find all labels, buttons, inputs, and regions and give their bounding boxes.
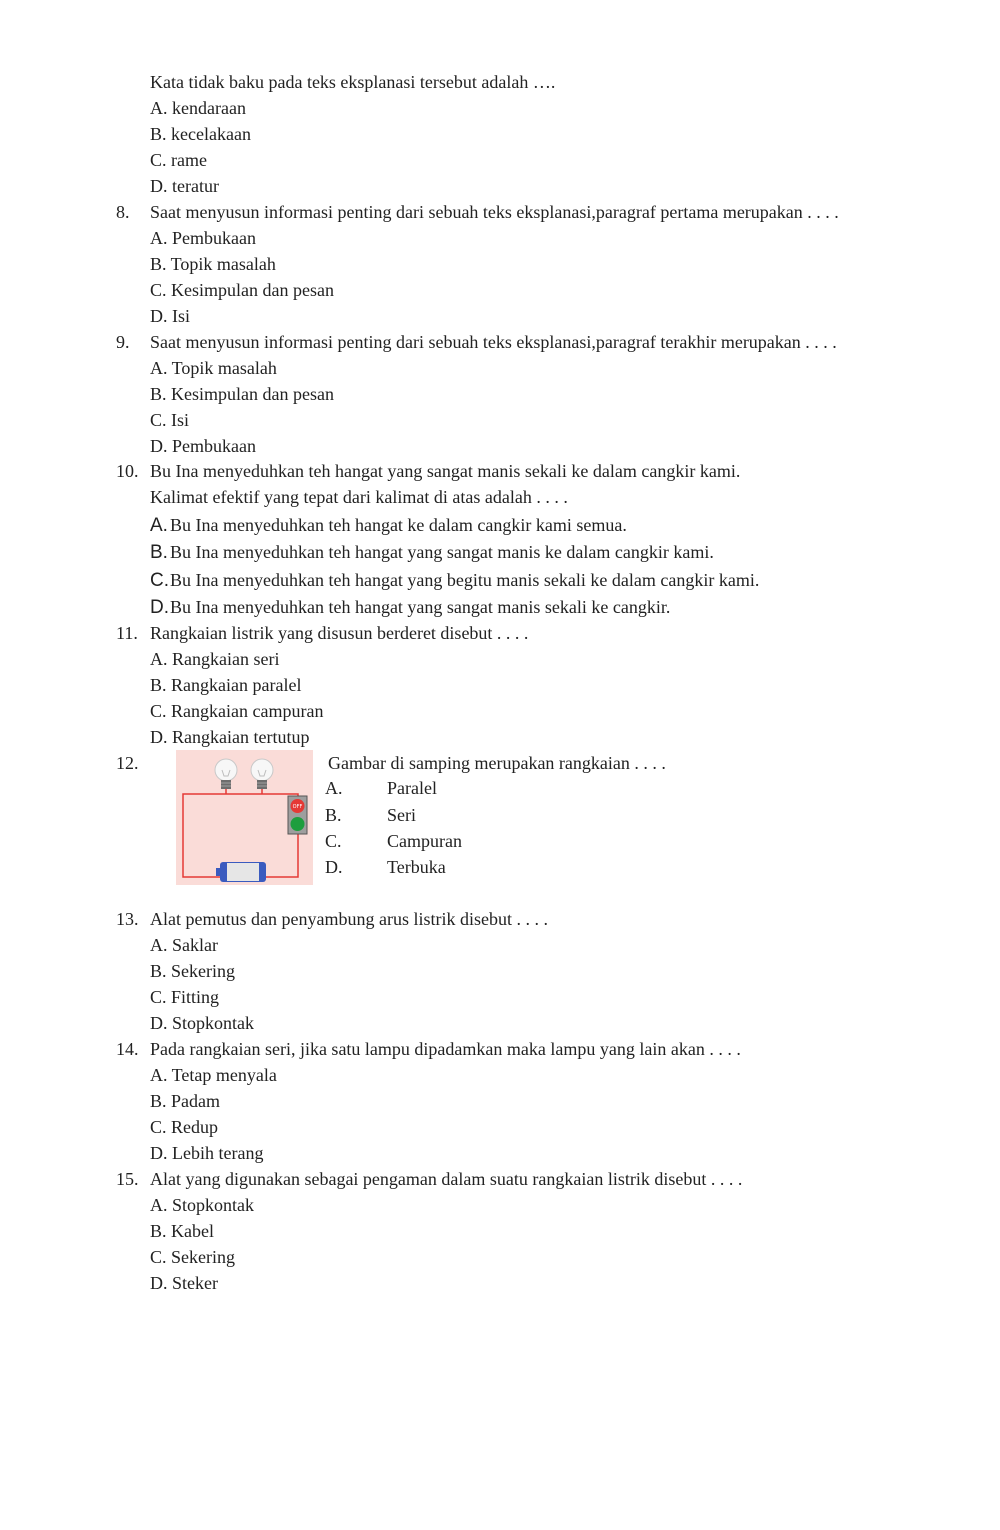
option-text: Seri: [387, 805, 416, 825]
q11-option-b[interactable]: B. Rangkaian paralel: [150, 675, 302, 695]
q14-option-b[interactable]: B. Padam: [150, 1091, 220, 1111]
q8-option-b[interactable]: B. Topik masalah: [150, 254, 276, 274]
q13-stem: Alat pemutus dan penyambung arus listrik disebut . . . .: [150, 909, 548, 929]
q7-option-b[interactable]: B. kecelakaan: [150, 124, 251, 144]
q7-option-a[interactable]: A. kendaraan: [150, 98, 246, 118]
q10-stem: Bu Ina menyeduhkan teh hangat yang sangat manis sekali ke dalam cangkir kami.: [150, 461, 741, 481]
option-text: Bu Ina menyeduhkan teh hangat yang sangat manis sekali ke cangkir.: [170, 597, 671, 617]
q8-option-a[interactable]: A. Pembukaan: [150, 228, 256, 248]
option-text: Bu Ina menyeduhkan teh hangat yang begitu manis sekali ke dalam cangkir kami.: [170, 570, 760, 590]
q12-option-b[interactable]: [325, 804, 416, 826]
switch-label: OFF: [292, 804, 303, 810]
q7-stem: Kata tidak baku pada teks eksplanasi tersebut adalah ….: [150, 72, 556, 92]
option-letter: A.: [325, 778, 343, 798]
circuit-figure: [176, 750, 313, 885]
q14-stem: Pada rangkaian seri, jika satu lampu dipadamkan maka lampu yang lain akan . . . .: [150, 1039, 741, 1059]
q8-number: 8.: [116, 202, 130, 222]
q12-option-a[interactable]: [325, 777, 437, 799]
option-text: Paralel: [387, 778, 437, 798]
q8-option-c[interactable]: C. Kesimpulan dan pesan: [150, 280, 334, 300]
q13-option-b[interactable]: B. Sekering: [150, 961, 235, 981]
q14-number: 14.: [116, 1039, 139, 1059]
q8-option-d[interactable]: D. Isi: [150, 306, 190, 326]
q12-option-d[interactable]: [325, 856, 446, 878]
q8-stem: Saat menyusun informasi penting dari sebuah teks eksplanasi,paragraf pertama merupakan . . . .: [150, 202, 839, 222]
q13-option-c[interactable]: C. Fitting: [150, 987, 220, 1007]
q12-stem: Gambar di samping merupakan rangkaian . . . .: [328, 753, 666, 773]
q9-option-d[interactable]: D. Pembukaan: [150, 436, 256, 456]
q14-option-d[interactable]: D. Lebih terang: [150, 1143, 264, 1163]
option-letter: D.: [150, 597, 169, 618]
q15-option-d[interactable]: D. Steker: [150, 1273, 218, 1293]
q15-option-c[interactable]: C. Sekering: [150, 1247, 235, 1267]
q9-number: 9.: [116, 332, 130, 352]
q15-stem: Alat yang digunakan sebagai pengaman dalam suatu rangkaian listrik disebut . . . .: [150, 1169, 743, 1189]
switch-icon: [288, 796, 307, 834]
q7-option-c[interactable]: C. rame: [150, 150, 207, 170]
q9-option-a[interactable]: A. Topik masalah: [150, 358, 277, 378]
option-letter: C.: [150, 570, 169, 591]
option-text: Bu Ina menyeduhkan teh hangat yang sangat manis ke dalam cangkir kami.: [170, 542, 714, 562]
option-letter: B.: [325, 805, 342, 825]
circuit-diagram: [176, 750, 313, 885]
q11-stem: Rangkaian listrik yang disusun berderet disebut . . . .: [150, 623, 529, 643]
option-letter: B.: [150, 542, 168, 563]
q14-option-a[interactable]: A. Tetap menyala: [150, 1065, 277, 1085]
option-letter: C.: [325, 831, 342, 851]
q13-option-d[interactable]: D. Stopkontak: [150, 1013, 255, 1033]
q15-number: 15.: [116, 1169, 139, 1189]
q10-option-d[interactable]: [150, 596, 670, 619]
q10-number: 10.: [116, 461, 139, 481]
q11-option-d[interactable]: D. Rangkaian tertutup: [150, 727, 310, 747]
option-text: Terbuka: [387, 857, 446, 877]
battery-icon: [216, 862, 266, 882]
q9-option-b[interactable]: B. Kesimpulan dan pesan: [150, 384, 334, 404]
q10-option-c[interactable]: [150, 569, 759, 592]
q12-number: 12.: [116, 753, 139, 773]
q12-option-c[interactable]: [325, 830, 462, 852]
q9-option-c[interactable]: C. Isi: [150, 410, 190, 430]
q15-option-a[interactable]: A. Stopkontak: [150, 1195, 255, 1215]
q11-option-c[interactable]: C. Rangkaian campuran: [150, 701, 324, 721]
q15-option-b[interactable]: B. Kabel: [150, 1221, 214, 1241]
q10-option-a[interactable]: [150, 514, 627, 537]
q9-stem: Saat menyusun informasi penting dari sebuah teks eksplanasi,paragraf terakhir merupakan . . . .: [150, 332, 837, 352]
q11-option-a[interactable]: A. Rangkaian seri: [150, 649, 280, 669]
q11-number: 11.: [116, 623, 138, 643]
q10-option-b[interactable]: [150, 541, 714, 564]
option-letter: D.: [325, 857, 343, 877]
q14-option-c[interactable]: C. Redup: [150, 1117, 219, 1137]
option-text: Campuran: [387, 831, 462, 851]
q10-stem-question: Kalimat efektif yang tepat dari kalimat di atas adalah . . . .: [150, 487, 568, 507]
q7-option-d[interactable]: D. teratur: [150, 176, 219, 196]
q13-number: 13.: [116, 909, 139, 929]
q13-option-a[interactable]: A. Saklar: [150, 935, 218, 955]
option-letter: A.: [150, 515, 168, 536]
option-text: Bu Ina menyeduhkan teh hangat ke dalam cangkir kami semua.: [170, 515, 627, 535]
